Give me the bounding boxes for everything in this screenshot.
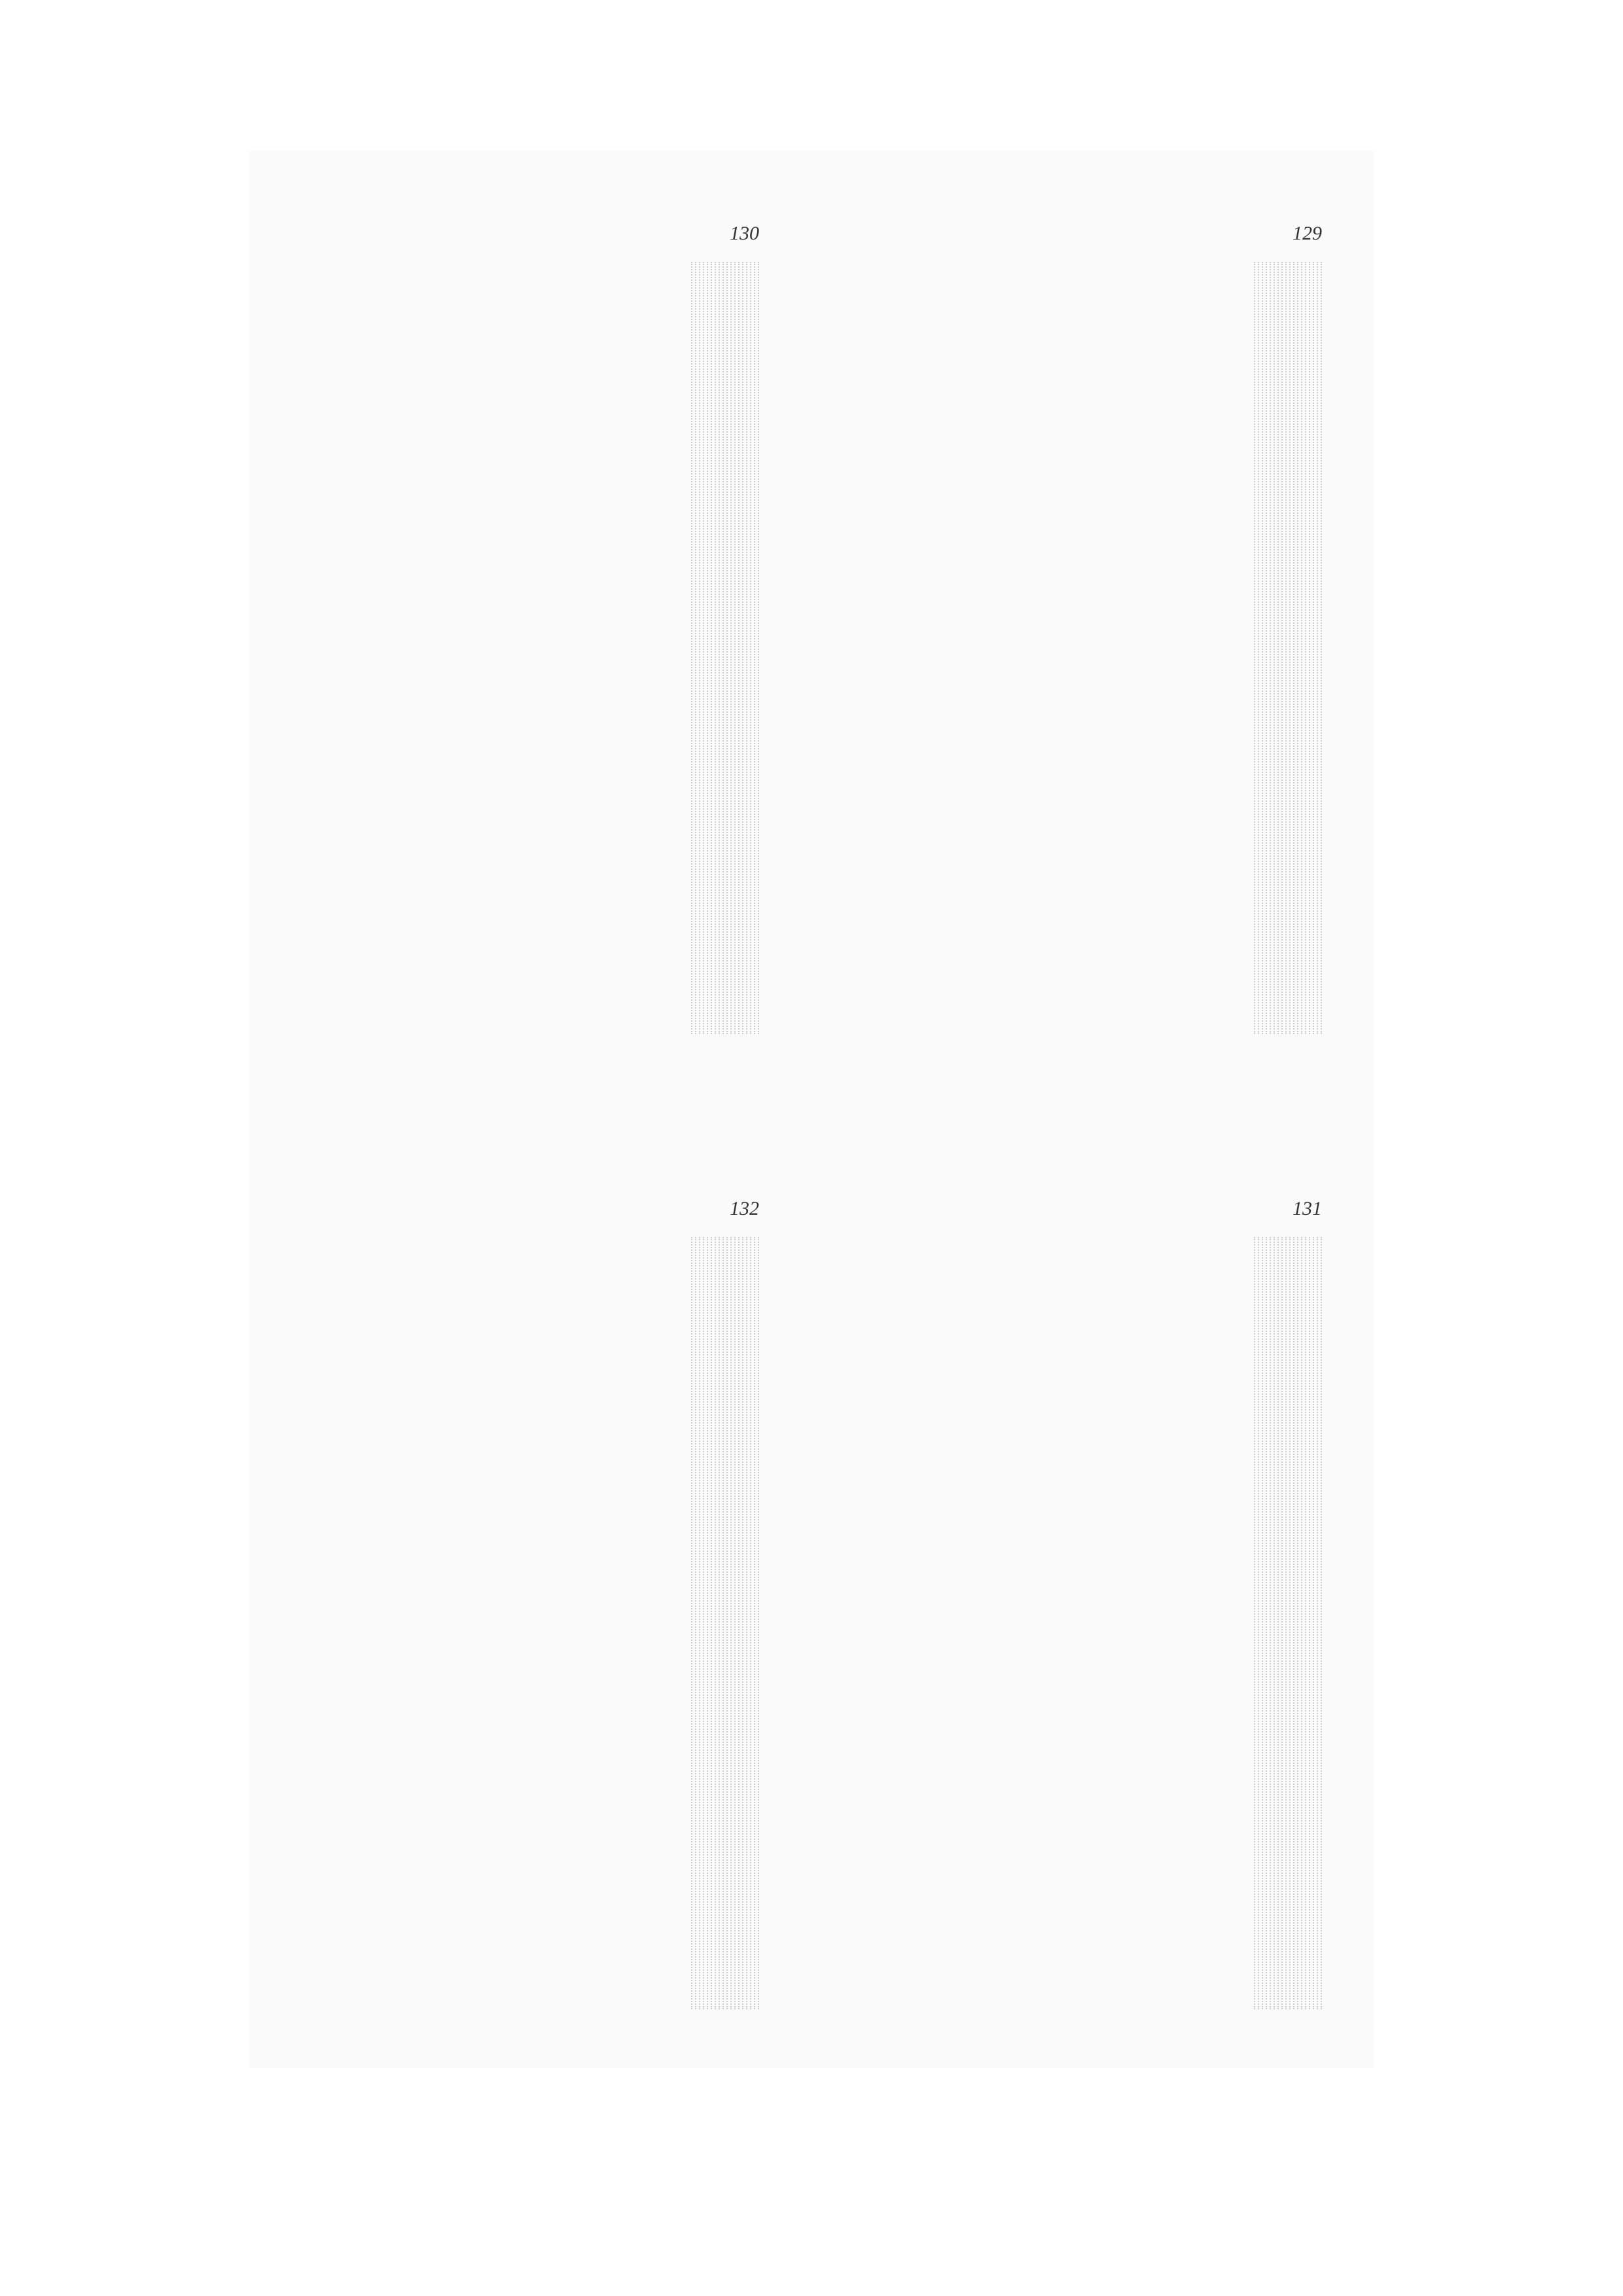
book-page-132: [301, 1198, 759, 2036]
text-column: [750, 262, 751, 1034]
text-column: [1270, 1237, 1271, 2009]
text-column: [1281, 262, 1283, 1034]
text-column: [1254, 1237, 1255, 2009]
page-number: 130: [730, 223, 759, 244]
text-column: [1301, 1237, 1302, 2009]
text-column: [746, 1237, 747, 2009]
text-column: [719, 262, 720, 1034]
text-column: [1317, 1237, 1318, 2009]
text-column: [1285, 262, 1287, 1034]
text-column: [691, 262, 692, 1034]
text-column: [742, 262, 743, 1034]
text-column: [1301, 262, 1302, 1034]
text-column: [758, 1237, 759, 2009]
text-column: [1266, 1237, 1267, 2009]
text-column: [722, 1237, 724, 2009]
text-column: [746, 262, 747, 1034]
text-column: [1309, 262, 1310, 1034]
text-column: [1258, 1237, 1259, 2009]
page-number: 132: [730, 1198, 759, 1219]
text-column: [1321, 262, 1322, 1034]
text-column: [711, 262, 712, 1034]
vertical-text-block: [301, 1237, 759, 2036]
text-column: [1289, 262, 1291, 1034]
text-column: [1281, 1237, 1283, 2009]
text-column: [1293, 262, 1294, 1034]
text-column: [1270, 262, 1271, 1034]
text-column: [1313, 262, 1314, 1034]
text-column: [695, 262, 696, 1034]
text-column: [707, 262, 708, 1034]
text-column: [758, 262, 759, 1034]
text-column: [734, 1237, 736, 2009]
text-column: [754, 262, 755, 1034]
text-column: [1297, 262, 1298, 1034]
page-number: 129: [1293, 223, 1322, 244]
text-column: [719, 1237, 720, 2009]
text-column: [1277, 262, 1279, 1034]
text-column: [703, 262, 704, 1034]
text-column: [1309, 1237, 1310, 2009]
text-column: [703, 1237, 704, 2009]
text-column: [691, 1237, 692, 2009]
text-column: [707, 1237, 708, 2009]
text-column: [1285, 1237, 1287, 2009]
book-page-130: [301, 223, 759, 1060]
text-column: [1317, 262, 1318, 1034]
text-column: [754, 1237, 755, 2009]
text-column: [1289, 1237, 1291, 2009]
text-column: [715, 1237, 716, 2009]
text-column: [715, 262, 716, 1034]
text-column: [711, 1237, 712, 2009]
text-column: [730, 262, 732, 1034]
text-column: [1258, 262, 1259, 1034]
text-column: [1297, 1237, 1298, 2009]
text-column: [1305, 1237, 1306, 2009]
page-number: 131: [1293, 1198, 1322, 1219]
text-column: [1262, 262, 1263, 1034]
text-column: [1262, 1237, 1263, 2009]
book-page-131: [864, 1198, 1322, 2036]
text-column: [1293, 1237, 1294, 2009]
vertical-text-block: [864, 1237, 1322, 2036]
text-column: [1313, 1237, 1314, 2009]
text-column: [722, 262, 724, 1034]
text-column: [1274, 1237, 1275, 2009]
text-column: [1266, 262, 1267, 1034]
text-column: [734, 262, 736, 1034]
text-column: [695, 1237, 696, 2009]
text-column: [726, 1237, 728, 2009]
text-column: [730, 1237, 732, 2009]
text-column: [738, 1237, 740, 2009]
text-column: [750, 1237, 751, 2009]
text-column: [1254, 262, 1255, 1034]
vertical-text-block: [864, 262, 1322, 1060]
text-column: [726, 262, 728, 1034]
text-column: [738, 262, 740, 1034]
text-column: [742, 1237, 743, 2009]
scanned-spread: [249, 151, 1374, 2068]
vertical-text-block: [301, 262, 759, 1060]
book-page-129: [864, 223, 1322, 1060]
text-column: [1305, 262, 1306, 1034]
text-column: [1321, 1237, 1322, 2009]
text-column: [699, 262, 700, 1034]
text-column: [1274, 262, 1275, 1034]
text-column: [1277, 1237, 1279, 2009]
text-column: [699, 1237, 700, 2009]
